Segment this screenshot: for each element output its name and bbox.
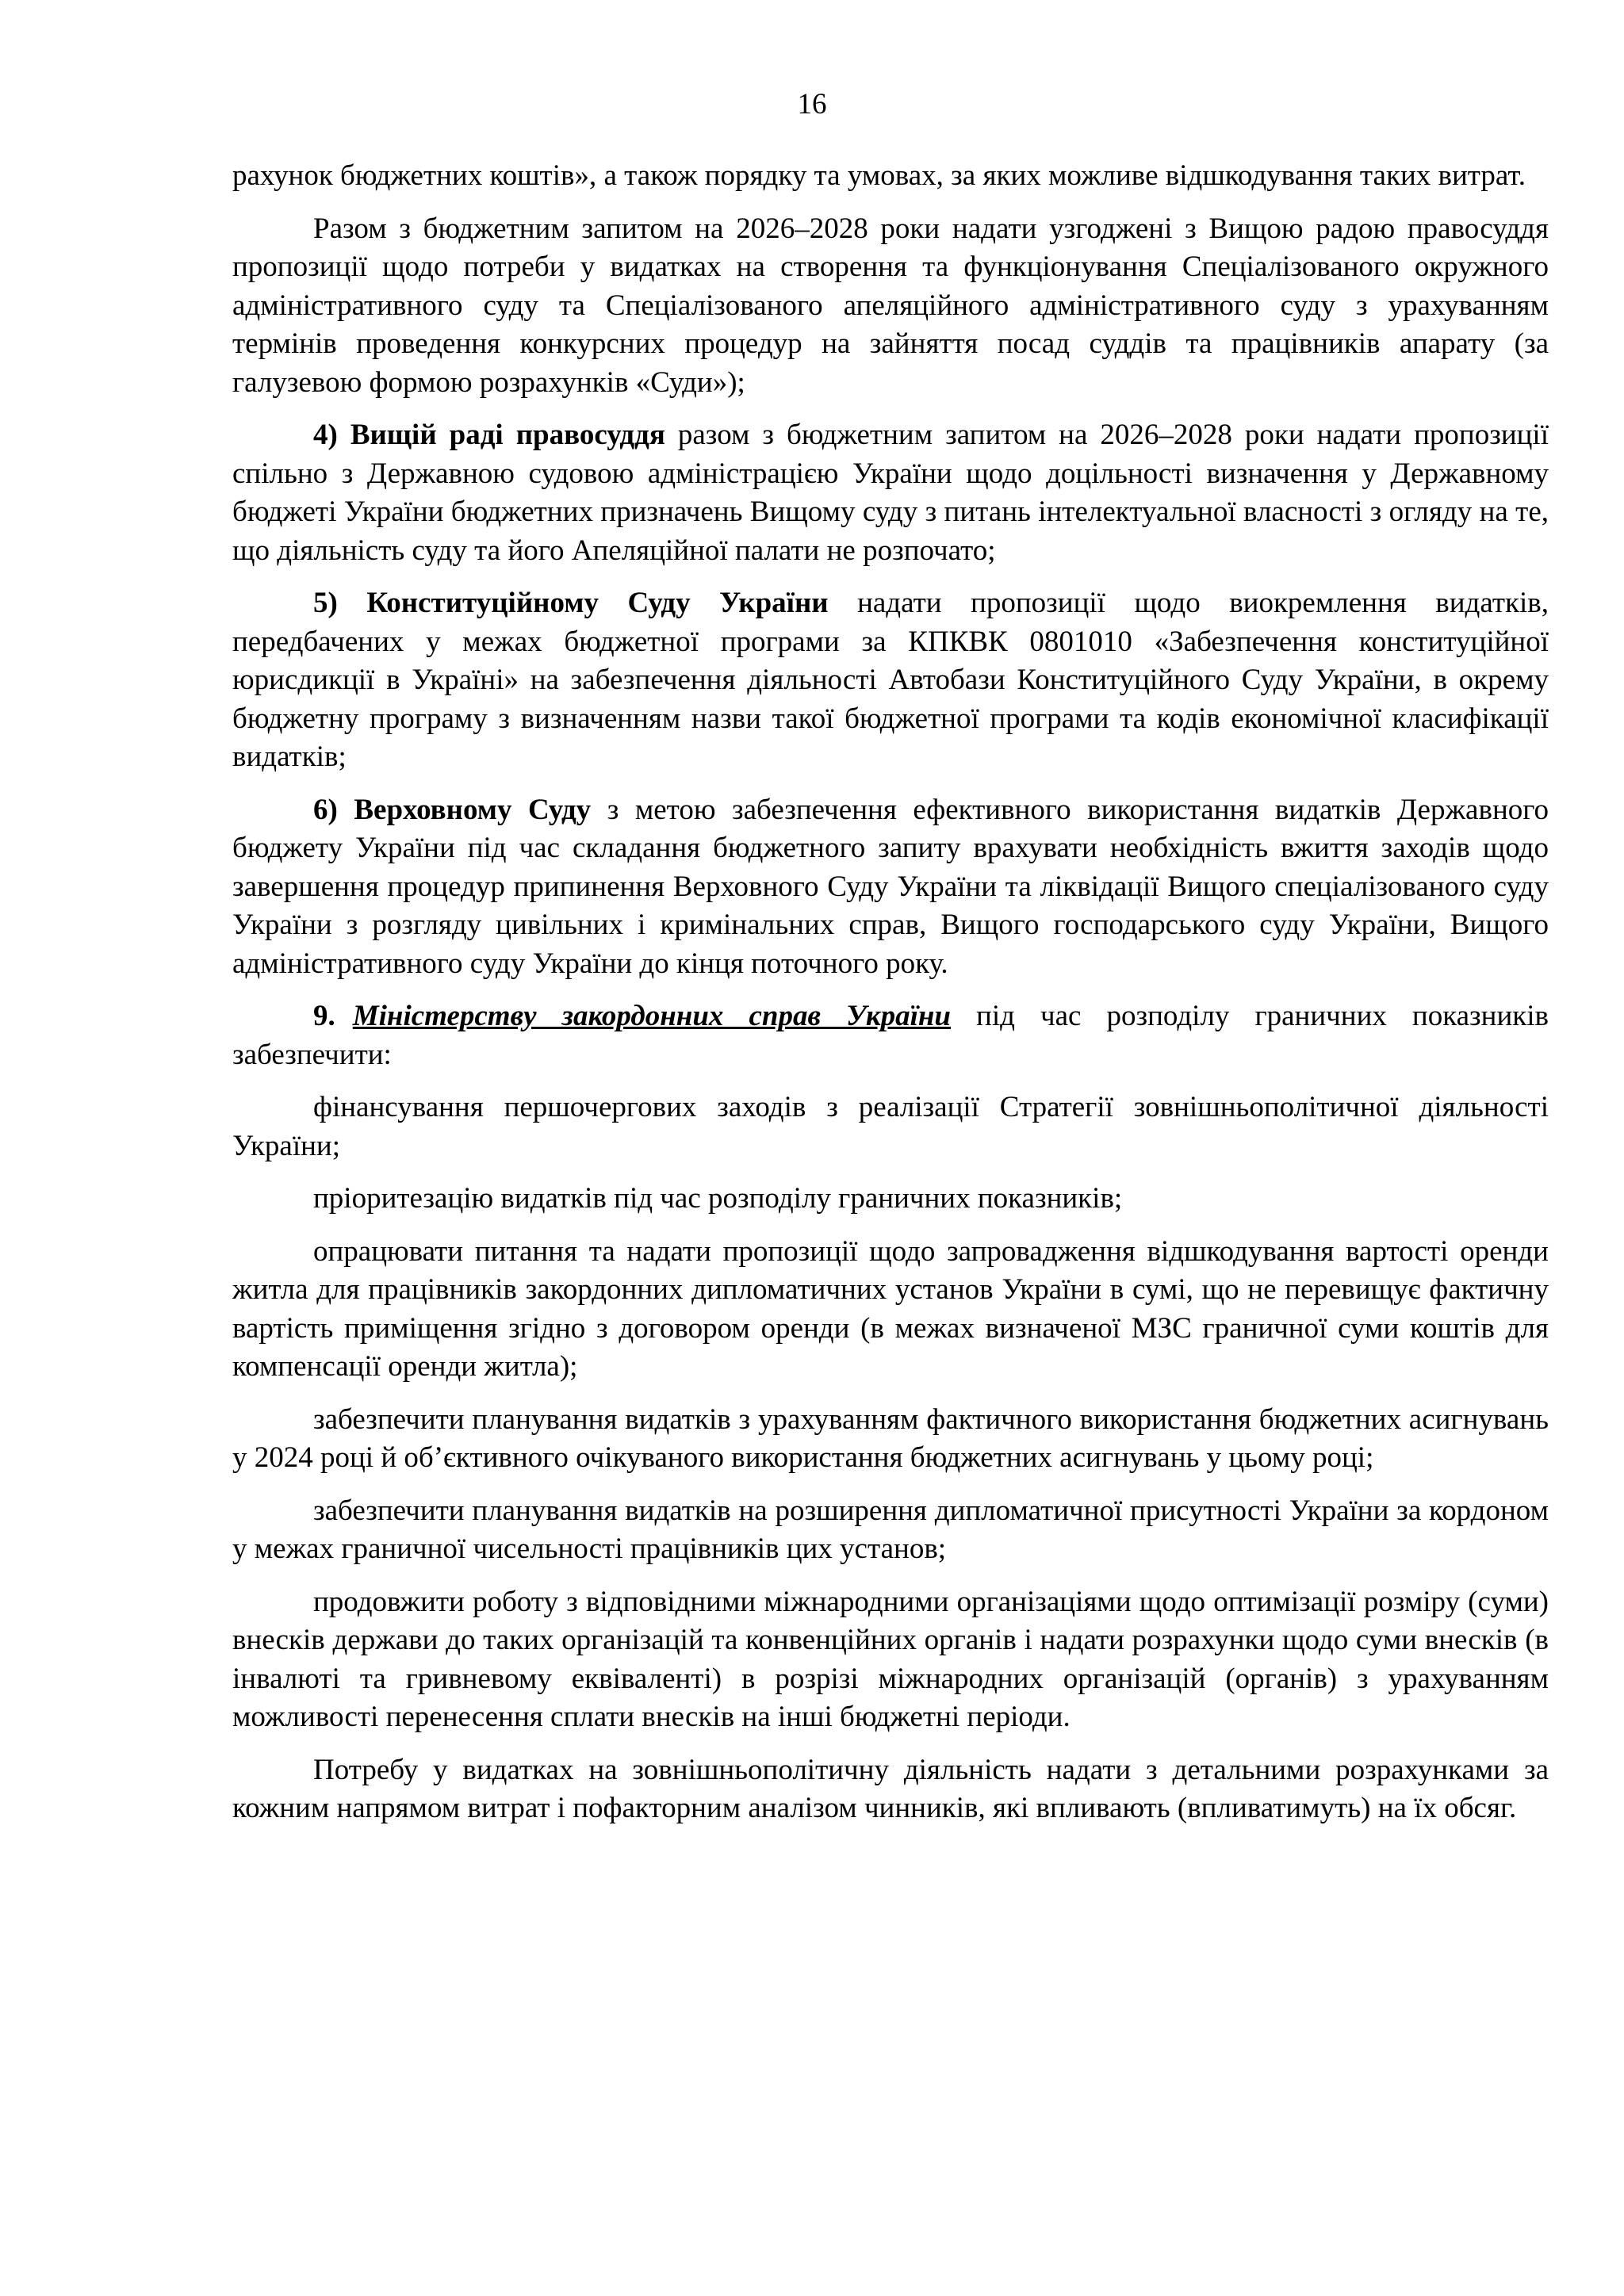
section-9-text: під час розподілу граничних показників забезпечити:: [232, 1000, 1549, 1071]
section-9-number: 9.: [313, 1000, 335, 1032]
section-9-ministry: Міністерству закордонних справ України: [352, 1000, 951, 1032]
item-4-text: разом з бюджетним запитом на 2026–2028 роки надати пропозиції спільно з Державною судовою адміністрацією України щодо доцільності визначення у Державному бюджеті України бюджетних призначень Вищому суду з питань інтелектуальної власності з огляду на те, що діяльність суду та його Апеляційної палати не розпочато;: [232, 419, 1549, 567]
paragraph-housing-compensation: опрацювати питання та надати пропозиції щодо запровадження відшкодування вартості оренди житла для працівників закордонних дипломатичних установ України в сумі, що не перевищує фактичну вартість приміщення згідно з договором оренди (в межах визначеної МЗС граничної суми коштів для компенсації оренди житла);: [232, 1234, 1549, 1383]
item-6-label: 6) Верховному Суду: [313, 793, 592, 826]
paragraph-continuation: рахунок бюджетних коштів», а також порядку та умовах, за яких можливе відшкодування таких витрат.: [232, 159, 1526, 192]
paragraph-prioritization: пріоритезацію видатків під час розподілу граничних показників;: [313, 1182, 1123, 1215]
document-body: [232, 157, 1549, 1843]
paragraph-international-contributions: продовжити роботу з відповідними міжнародними організаціями щодо оптимізації розміру (суми) внесків держави до таких організацій та конвенційних органів і надати розрахунки щодо суми внесків (в інвалюті та гривневому еквіваленті) в розрізі міжнародних організацій (органів) з урахуванням можливості перенесення сплати внесків на інші бюджетні періоди.: [232, 1585, 1549, 1733]
paragraph-item-6: [232, 791, 1549, 984]
item-5-text: надати пропозиції щодо виокремлення видатків, передбачених у межах бюджетної програми за КПКВК 0801010 «Забезпечення конституційної юрисдикції в Україні» на забезпечення діяльності Автобази Конституційного Суду України, в окрему бюджетну програму з визначенням назви такої бюджетної програми та кодів економічної класифікації видатків;: [232, 587, 1549, 773]
paragraph-section-9: [232, 997, 1549, 1074]
paragraph-item-4: [232, 416, 1549, 570]
paragraph-expense-planning: забезпечити планування видатків з урахуванням фактичного використання бюджетних асигнувань у 2024 році й об’єктивного очікуваного використання бюджетних асигнувань у цьому році;: [232, 1402, 1549, 1474]
item-4-label: 4) Вищій раді правосуддя: [313, 419, 665, 451]
paragraph-specialized-courts: Разом з бюджетним запитом на 2026–2028 роки надати узгоджені з Вищою радою правосуддя пропозиції щодо потреби у видатках на створення та функціонування Спеціалізованого окружного адміністративного суду та Спеціалізованого апеляційного адміністративного суду з урахуванням термінів проведення конкурсних процедур на зайняття посад суддів та працівників апарату (за галузевою формою розрахунків «Суди»);: [232, 212, 1549, 399]
page-number: 16: [797, 88, 827, 121]
paragraph-item-5: [232, 584, 1549, 777]
item-5-label: 5) Конституційному Суду України: [313, 587, 829, 619]
paragraph-diplomatic-presence: забезпечити планування видатків на розширення дипломатичної присутності України за кордоном у межах граничної чисельності працівників цих установ;: [232, 1494, 1549, 1565]
paragraph-foreign-policy-needs: Потребу у видатках на зовнішньополітичну діяльність надати з детальними розрахунками за кожним напрямом витрат і пофакторним аналізом чинників, які впливають (впливатимуть) на їх обсяг.: [232, 1753, 1549, 1824]
item-6-text: з метою забезпечення ефективного використання видатків Державного бюджету України під час складання бюджетного запиту врахувати необхідність вжиття заходів щодо завершення процедур припинення Верховного Суду України та ліквідації Вищого спеціалізованого суду України з розгляду цивільних і кримінальних справ, Вищого господарського суду України, Вищого адміністративного суду України до кінця поточного року.: [232, 793, 1549, 980]
paragraph-financing: фінансування першочергових заходів з реалізації Стратегії зовнішньополітичної діяльності України;: [232, 1091, 1549, 1162]
